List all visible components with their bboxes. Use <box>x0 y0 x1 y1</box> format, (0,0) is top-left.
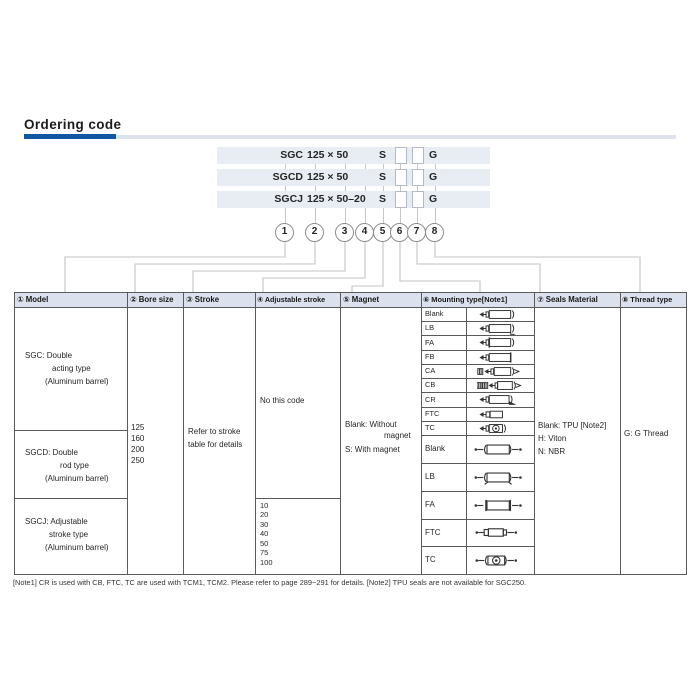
marker-circle-7: 7 <box>407 223 426 242</box>
model-sgcd-line: (Aluminum barrel) <box>45 474 109 483</box>
code-thread: G <box>429 149 438 161</box>
seals-option-line: H: Viton <box>538 434 567 443</box>
mounting-code: LB <box>425 323 435 332</box>
code-bore-stroke: 125 × 50 <box>307 149 349 161</box>
header-stroke: ③ Stroke <box>186 295 220 304</box>
table-border-left <box>14 292 15 574</box>
col-divider <box>620 292 621 574</box>
adjustable-value: 40 <box>260 529 269 538</box>
header-magnet: ⑤ Magnet <box>343 295 380 304</box>
mounting-icon <box>468 408 532 420</box>
marker-circle-8: 8 <box>425 223 444 242</box>
header-thread-type: ⑧ Thread type <box>622 295 673 304</box>
bore-value: 160 <box>131 434 145 443</box>
magnet-option-line: magnet <box>384 431 411 440</box>
title-accent-rule <box>24 134 116 139</box>
marker-circle-5: 5 <box>373 223 392 242</box>
adjustable-value: 10 <box>260 501 269 510</box>
marker-circle-3: 3 <box>335 223 354 242</box>
magnet-option-line: Blank: Without <box>345 420 397 429</box>
mounting-icon <box>468 336 532 349</box>
code-option-box <box>395 191 407 208</box>
code-magnet: S <box>379 171 387 183</box>
mounting-icon <box>468 498 532 513</box>
adjustable-value: 50 <box>260 539 269 548</box>
model-sgcj-line: (Aluminum barrel) <box>45 543 109 552</box>
ordering-code-row-sgcj <box>217 191 490 208</box>
mounting-code: FB <box>425 352 435 361</box>
code-option-box <box>412 191 424 208</box>
mounting-icon <box>468 470 532 485</box>
mounting-code: FA <box>425 500 435 509</box>
adjustable-value: 30 <box>260 520 269 529</box>
model-sgcd-line: SGCD: Double <box>25 448 78 457</box>
code-model: SGCD <box>272 171 303 183</box>
header-adjustable-stroke: ④ Adjustable stroke <box>257 295 326 304</box>
mounting-icon <box>468 442 532 457</box>
thread-option: G: G Thread <box>624 429 669 438</box>
mounting-icon <box>468 525 532 540</box>
model-sgc-line: (Aluminum barrel) <box>45 377 109 386</box>
magnet-option-line: S: With magnet <box>345 445 400 454</box>
adjustable-value: 75 <box>260 548 269 557</box>
mounting-icon <box>468 308 532 320</box>
col-divider <box>255 292 256 574</box>
seals-option-line: Blank: TPU [Note2] <box>538 421 607 430</box>
mounting-code: Blank <box>425 309 444 318</box>
code-option-box <box>395 169 407 186</box>
code-option-box <box>412 169 424 186</box>
code-model: SGCJ <box>274 193 303 205</box>
model-sgcj-line: SGCJ: Adjustable <box>25 517 88 526</box>
mounting-code: TC <box>425 555 436 564</box>
mounting-icon <box>468 553 532 568</box>
stroke-note-line: table for details <box>188 440 243 449</box>
header-model: ① Model <box>17 295 49 304</box>
title-extension-rule <box>116 135 676 139</box>
mounting-icon <box>468 322 532 334</box>
adjustable-row-divider <box>255 498 340 499</box>
marker-circle-6: 6 <box>390 223 409 242</box>
col-divider <box>183 292 184 574</box>
bore-value: 250 <box>131 456 145 465</box>
mounting-subdivider <box>466 307 467 574</box>
header-bore-size: ② Bore size <box>130 295 174 304</box>
mounting-row-divider <box>421 491 534 492</box>
mounting-code: Blank <box>425 444 446 453</box>
mounting-icon <box>468 379 532 391</box>
model-sgc-line: acting type <box>52 364 91 373</box>
code-bore-stroke: 125 × 50 <box>307 171 349 183</box>
model-sgcd-line: rod type <box>60 461 89 470</box>
table-border-top <box>14 292 687 293</box>
code-magnet: S <box>379 193 387 205</box>
mounting-icon <box>468 351 532 363</box>
code-thread: G <box>429 193 438 205</box>
mounting-icon <box>468 422 532 434</box>
code-bore-stroke: 125 × 50–20 <box>307 193 366 205</box>
mounting-code: CA <box>425 366 436 375</box>
ordering-code-row-sgcd <box>217 169 490 186</box>
mounting-code: LB <box>425 472 435 481</box>
code-option-box <box>412 147 424 164</box>
stroke-note-line: Refer to stroke <box>188 427 241 436</box>
code-model: SGC <box>280 149 303 161</box>
adjustable-value: 20 <box>260 510 269 519</box>
model-sgcj-line: stroke type <box>49 530 89 539</box>
page-title: Ordering code <box>24 117 122 132</box>
code-magnet: S <box>379 149 387 161</box>
mounting-code: FA <box>425 338 435 347</box>
bore-value: 200 <box>131 445 145 454</box>
mounting-code: CB <box>425 380 436 389</box>
mounting-row-divider <box>421 463 534 464</box>
header-seals-material: ⑦ Seals Material <box>537 295 598 304</box>
mounting-code: FTC <box>425 409 440 418</box>
model-row-divider <box>14 430 127 431</box>
mounting-icon <box>468 365 532 377</box>
marker-circle-4: 4 <box>355 223 374 242</box>
marker-circle-2: 2 <box>305 223 324 242</box>
col-divider <box>127 292 128 574</box>
col-divider <box>534 292 535 574</box>
adjustable-upper-note: No this code <box>260 396 305 405</box>
table-border-bottom <box>14 574 687 575</box>
model-row-divider <box>14 498 127 499</box>
ordering-code-row-sgc <box>217 147 490 164</box>
header-mounting-type: ⑥ Mounting type[Note1] <box>423 295 508 304</box>
footnote: [Note1] CR is used with CB, FTC, TC are used with TCM1, TCM2. Please refer to page 289~291 for details. [Note2] TPU seals are not available for SGC250. <box>13 578 527 587</box>
code-thread: G <box>429 171 438 183</box>
table-border-right <box>686 292 687 574</box>
mounting-row-divider <box>421 546 534 547</box>
mounting-code: TC <box>425 423 435 432</box>
model-sgc-line: SGC: Double <box>25 351 73 360</box>
col-divider <box>340 292 341 574</box>
bore-value: 125 <box>131 423 145 432</box>
marker-circle-1: 1 <box>275 223 294 242</box>
adjustable-value: 100 <box>260 558 273 567</box>
mounting-code: FTC <box>425 528 441 537</box>
mounting-icon <box>468 393 532 406</box>
table-header-divider <box>14 307 687 308</box>
seals-option-line: N: NBR <box>538 447 566 456</box>
code-option-box <box>395 147 407 164</box>
mounting-code: CR <box>425 395 436 404</box>
